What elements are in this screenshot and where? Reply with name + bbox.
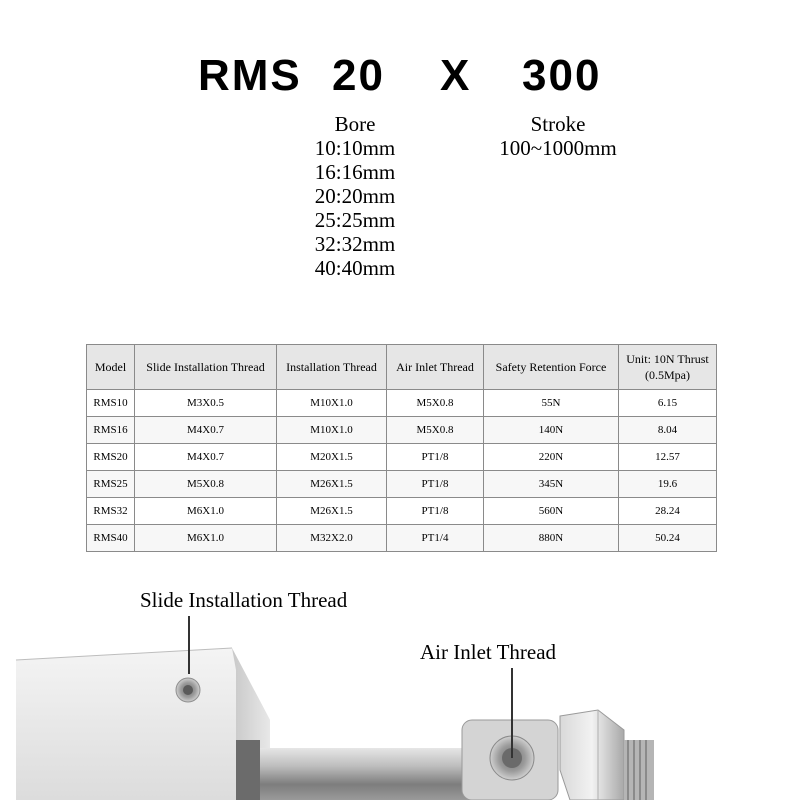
cell-retention-force: 140N: [484, 417, 619, 444]
cell-air-inlet: PT1/8: [387, 444, 484, 471]
callout-leader-line: [511, 668, 513, 758]
table-row: [87, 525, 717, 552]
cell-install-thread: M10X1.0: [277, 417, 387, 444]
title-model: RMS: [198, 51, 302, 100]
table-row: [87, 417, 717, 444]
cell-air-inlet: PT1/4: [387, 525, 484, 552]
cell-install-thread: M26X1.5: [277, 498, 387, 525]
spec-table: [86, 344, 717, 552]
table-header-row: [87, 345, 717, 390]
cell-install-thread: M10X1.0: [277, 390, 387, 417]
stroke-block: [478, 112, 638, 160]
cell-model: RMS40: [87, 525, 135, 552]
cell-install-thread: M32X2.0: [277, 525, 387, 552]
cell-retention-force: 880N: [484, 525, 619, 552]
cylinder-product-photo: [0, 630, 800, 800]
cell-retention-force: 560N: [484, 498, 619, 525]
cell-model: RMS16: [87, 417, 135, 444]
table-row: [87, 471, 717, 498]
title-separator: X: [440, 51, 472, 100]
cell-thrust: 28.24: [619, 498, 717, 525]
cell-air-inlet: PT1/8: [387, 471, 484, 498]
table-row: [87, 444, 717, 471]
cell-slide-thread: M3X0.5: [135, 390, 277, 417]
callout-air-inlet-thread: Air Inlet Thread: [420, 640, 557, 664]
header-safety-retention-force: Safety Retention Force: [484, 345, 619, 390]
stroke-range: 100~1000mm: [499, 136, 617, 160]
cell-retention-force: 220N: [484, 444, 619, 471]
cell-air-inlet: PT1/8: [387, 498, 484, 525]
table-row: [87, 498, 717, 525]
cell-install-thread: M26X1.5: [277, 471, 387, 498]
model-code-title: [0, 48, 800, 104]
bore-option: 40:40mm: [314, 256, 396, 280]
cell-slide-thread: M4X0.7: [135, 417, 277, 444]
cell-slide-thread: M4X0.7: [135, 444, 277, 471]
header-air-inlet-thread: Air Inlet Thread: [387, 345, 484, 390]
bore-option: 10:10mm: [314, 136, 396, 160]
cell-retention-force: 345N: [484, 471, 619, 498]
cell-model: RMS20: [87, 444, 135, 471]
bore-option: 20:20mm: [314, 184, 396, 208]
cell-thrust: 12.57: [619, 444, 717, 471]
header-model: Model: [87, 345, 135, 390]
bore-option: 16:16mm: [314, 160, 396, 184]
cell-install-thread: M20X1.5: [277, 444, 387, 471]
callout-leader-line: [188, 616, 190, 674]
bore-label: Bore: [334, 112, 376, 136]
header-slide-installation-thread: Slide Installation Thread: [135, 345, 277, 390]
piston-rod: [260, 748, 490, 800]
cell-thrust: 6.15: [619, 390, 717, 417]
cell-thrust: 8.04: [619, 417, 717, 444]
cell-air-inlet: M5X0.8: [387, 417, 484, 444]
cell-slide-thread: M6X1.0: [135, 498, 277, 525]
cell-retention-force: 55N: [484, 390, 619, 417]
bore-option: 25:25mm: [314, 208, 396, 232]
cell-slide-thread: M6X1.0: [135, 525, 277, 552]
cell-model: RMS25: [87, 471, 135, 498]
cell-thrust: 19.6: [619, 471, 717, 498]
cell-slide-thread: M5X0.8: [135, 471, 277, 498]
cylinder-body: [16, 648, 270, 800]
header-thrust: Unit: 10N Thrust (0.5Mpa): [619, 345, 717, 390]
cell-model: RMS32: [87, 498, 135, 525]
title-stroke: 300: [522, 51, 602, 100]
cell-model: RMS10: [87, 390, 135, 417]
cell-thrust: 50.24: [619, 525, 717, 552]
callout-slide-installation-thread: Slide Installation Thread: [140, 588, 348, 612]
table-row: [87, 390, 717, 417]
bore-option: 32:32mm: [314, 232, 396, 256]
hex-nut: [560, 710, 624, 800]
cell-air-inlet: M5X0.8: [387, 390, 484, 417]
title-bore: 20: [332, 51, 385, 100]
header-installation-thread: Installation Thread: [277, 345, 387, 390]
bore-block: [300, 112, 410, 280]
stroke-label: Stroke: [530, 112, 586, 136]
